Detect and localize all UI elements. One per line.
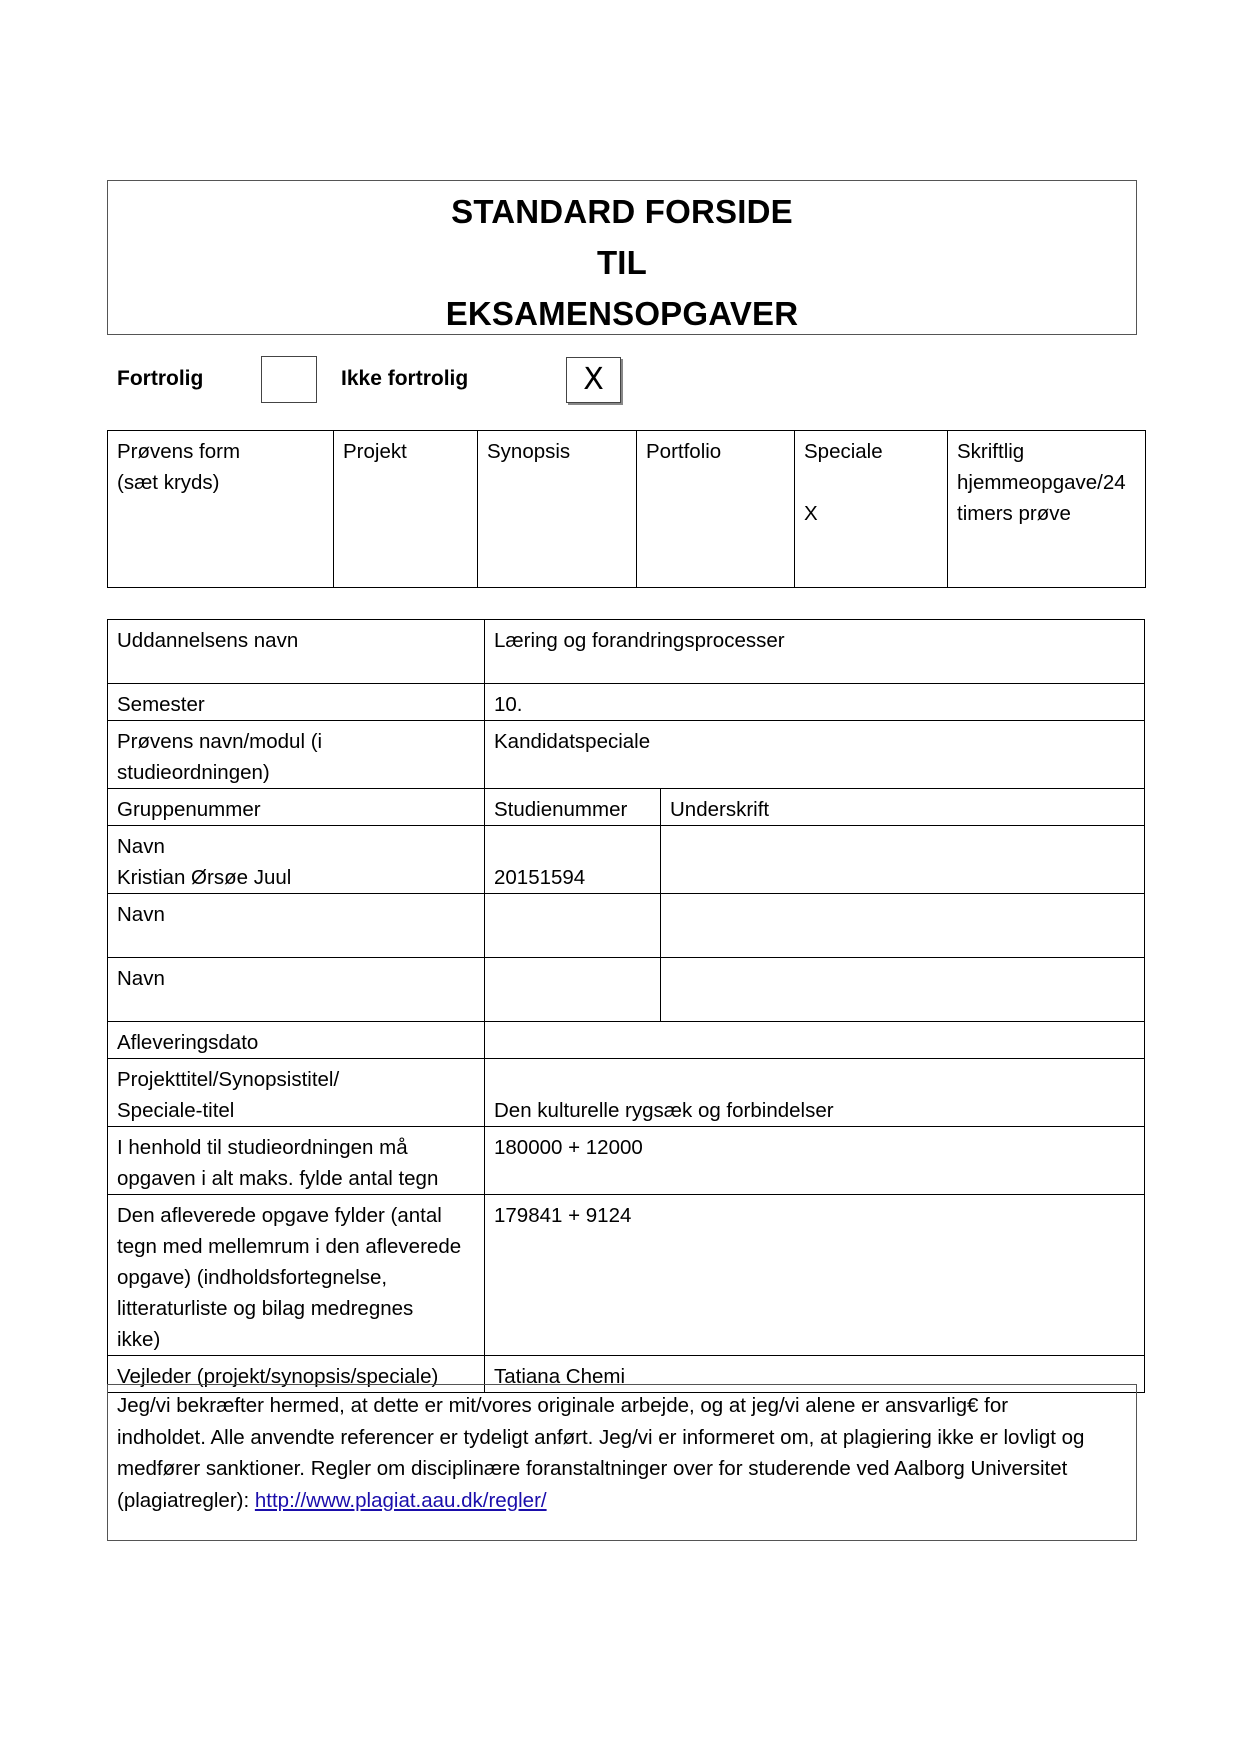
- not-confidential-label: Ikke fortrolig: [341, 367, 469, 390]
- semester-value[interactable]: 10.: [485, 684, 1145, 721]
- actual-chars-label-line-4: litteraturliste og bilag medregnes: [117, 1297, 414, 1320]
- title-line-1: STANDARD FORSIDE: [451, 193, 793, 230]
- exam-form-row: [108, 431, 1146, 588]
- student-2-name-label: Navn: [117, 903, 165, 926]
- option-projekt-label: Projekt: [343, 440, 407, 463]
- actual-chars-label-line-3: opgave) (indholdsfortegnelse,: [117, 1266, 388, 1289]
- title-line-3: EKSAMENSOPGAVER: [445, 295, 799, 332]
- table-row: [108, 958, 1145, 1022]
- option-skriftlig-label-line-2: hjemmeopgave/24: [957, 471, 1126, 494]
- submission-date-label: Afleveringsdato: [108, 1022, 485, 1059]
- actual-chars-label-line-1: Den afleverede opgave fylder (antal: [117, 1204, 442, 1227]
- declaration-line-3: medfører sanktioner. Regler om disciplinære foranstaltninger over for studerende ved Aalborg Universitet: [117, 1457, 1068, 1480]
- table-row: [108, 1127, 1145, 1195]
- option-portfolio-cell[interactable]: [637, 431, 795, 588]
- semester-label: Semester: [108, 684, 485, 721]
- actual-chars-label-cell: [108, 1195, 485, 1356]
- table-row: [108, 894, 1145, 958]
- title-line-2: TIL: [596, 244, 648, 281]
- confidential-label: Fortrolig: [117, 367, 204, 390]
- declaration-box: [107, 1384, 1137, 1541]
- student-1-name: Kristian Ørsøe Juul: [117, 866, 292, 889]
- max-chars-value[interactable]: 180000 + 12000: [485, 1127, 1145, 1195]
- project-title-value: Den kulturelle rygsæk og forbindelser: [494, 1099, 834, 1122]
- option-speciale-cell[interactable]: [795, 431, 948, 588]
- option-skriftlig-label-line-3: timers prøve: [957, 502, 1071, 525]
- student-2-signature[interactable]: [661, 894, 1145, 958]
- exam-name-label-cell: [108, 721, 485, 789]
- exam-form-table: [107, 430, 1146, 588]
- table-row: [108, 721, 1145, 789]
- confidential-checkbox[interactable]: [261, 356, 317, 403]
- student-3-name-label: Navn: [117, 967, 165, 990]
- project-title-label-line-2: Speciale-titel: [117, 1099, 235, 1122]
- student-3-signature[interactable]: [661, 958, 1145, 1022]
- table-row: [108, 789, 1145, 826]
- education-label: Uddannelsens navn: [108, 620, 485, 684]
- education-value[interactable]: Læring og forandringsprocesser: [485, 620, 1145, 684]
- table-row: [108, 826, 1145, 894]
- group-number-label: Gruppenummer: [108, 789, 485, 826]
- option-portfolio-label: Portfolio: [646, 440, 722, 463]
- actual-chars-value[interactable]: 179841 + 9124: [485, 1195, 1145, 1356]
- student-2-number[interactable]: [485, 894, 661, 958]
- student-1-signature[interactable]: [661, 826, 1145, 894]
- not-confidential-checkbox[interactable]: [566, 357, 621, 403]
- exam-form-header-cell: [108, 431, 334, 588]
- option-skriftlig-cell[interactable]: [948, 431, 1146, 588]
- details-table: [107, 619, 1145, 1393]
- student-2-name-cell[interactable]: [108, 894, 485, 958]
- table-row: [108, 620, 1145, 684]
- table-row: [108, 1059, 1145, 1127]
- option-synopsis-cell[interactable]: [478, 431, 637, 588]
- student-1-name-cell[interactable]: [108, 826, 485, 894]
- actual-chars-label-line-5: ikke): [117, 1328, 161, 1351]
- option-skriftlig-label-line-1: Skriftlig: [957, 440, 1025, 463]
- declaration-line-4-prefix: (plagiatregler):: [117, 1488, 255, 1512]
- option-synopsis-label: Synopsis: [487, 440, 571, 463]
- student-3-number[interactable]: [485, 958, 661, 1022]
- not-confidential-checkbox-mark: X: [583, 362, 604, 397]
- exam-name-label-line-2: studieordningen): [117, 761, 270, 784]
- title-box: [107, 180, 1137, 335]
- option-speciale-mark: X: [804, 502, 818, 525]
- student-3-name-cell[interactable]: [108, 958, 485, 1022]
- exam-name-label-line-1: Prøvens navn/modul (i: [117, 730, 323, 753]
- exam-name-value[interactable]: Kandidatspeciale: [485, 721, 1145, 789]
- student-1-name-label: Navn: [117, 835, 165, 858]
- table-row: [108, 1195, 1145, 1356]
- max-chars-label-cell: [108, 1127, 485, 1195]
- declaration-line-2: indholdet. Alle anvendte referencer er tydeligt anført. Jeg/vi er informeret om, at plagiering ikke er lovligt og: [117, 1425, 1085, 1449]
- supervisor-label: Vejleder (projekt/synopsis/speciale): [108, 1356, 485, 1393]
- plagiarism-rules-link[interactable]: http://www.plagiat.aau.dk/regler/: [254, 1488, 547, 1512]
- student-1-number: 20151594: [494, 866, 586, 889]
- max-chars-label-line-1: I henhold til studieordningen må: [117, 1136, 408, 1159]
- project-title-value-cell[interactable]: [485, 1059, 1145, 1127]
- option-projekt-cell[interactable]: [334, 431, 478, 588]
- table-row: [108, 684, 1145, 721]
- declaration-line-1: Jeg/vi bekræfter hermed, at dette er mit/vores originale arbejde, og at jeg/vi alene er ansvarlig€ for: [117, 1394, 1009, 1417]
- supervisor-value[interactable]: Tatiana Chemi: [485, 1356, 1145, 1393]
- submission-date-value[interactable]: [485, 1022, 1145, 1059]
- max-chars-label-line-2: opgaven i alt maks. fylde antal tegn: [117, 1167, 439, 1190]
- student-1-number-cell[interactable]: [485, 826, 661, 894]
- actual-chars-label-line-2: tegn med mellemrum i den afleverede: [117, 1235, 462, 1258]
- exam-form-header-line-2: (sæt kryds): [117, 471, 220, 494]
- option-speciale-label: Speciale: [804, 440, 883, 463]
- signature-header: Underskrift: [661, 789, 1145, 826]
- project-title-label-cell: [108, 1059, 485, 1127]
- exam-form-header-line-1: Prøvens form: [117, 440, 241, 463]
- table-row: [108, 1022, 1145, 1059]
- project-title-label-line-1: Projekttitel/Synopsistitel/: [117, 1068, 340, 1091]
- declaration-line-4: [117, 1485, 1127, 1517]
- student-number-header: Studienummer: [485, 789, 661, 826]
